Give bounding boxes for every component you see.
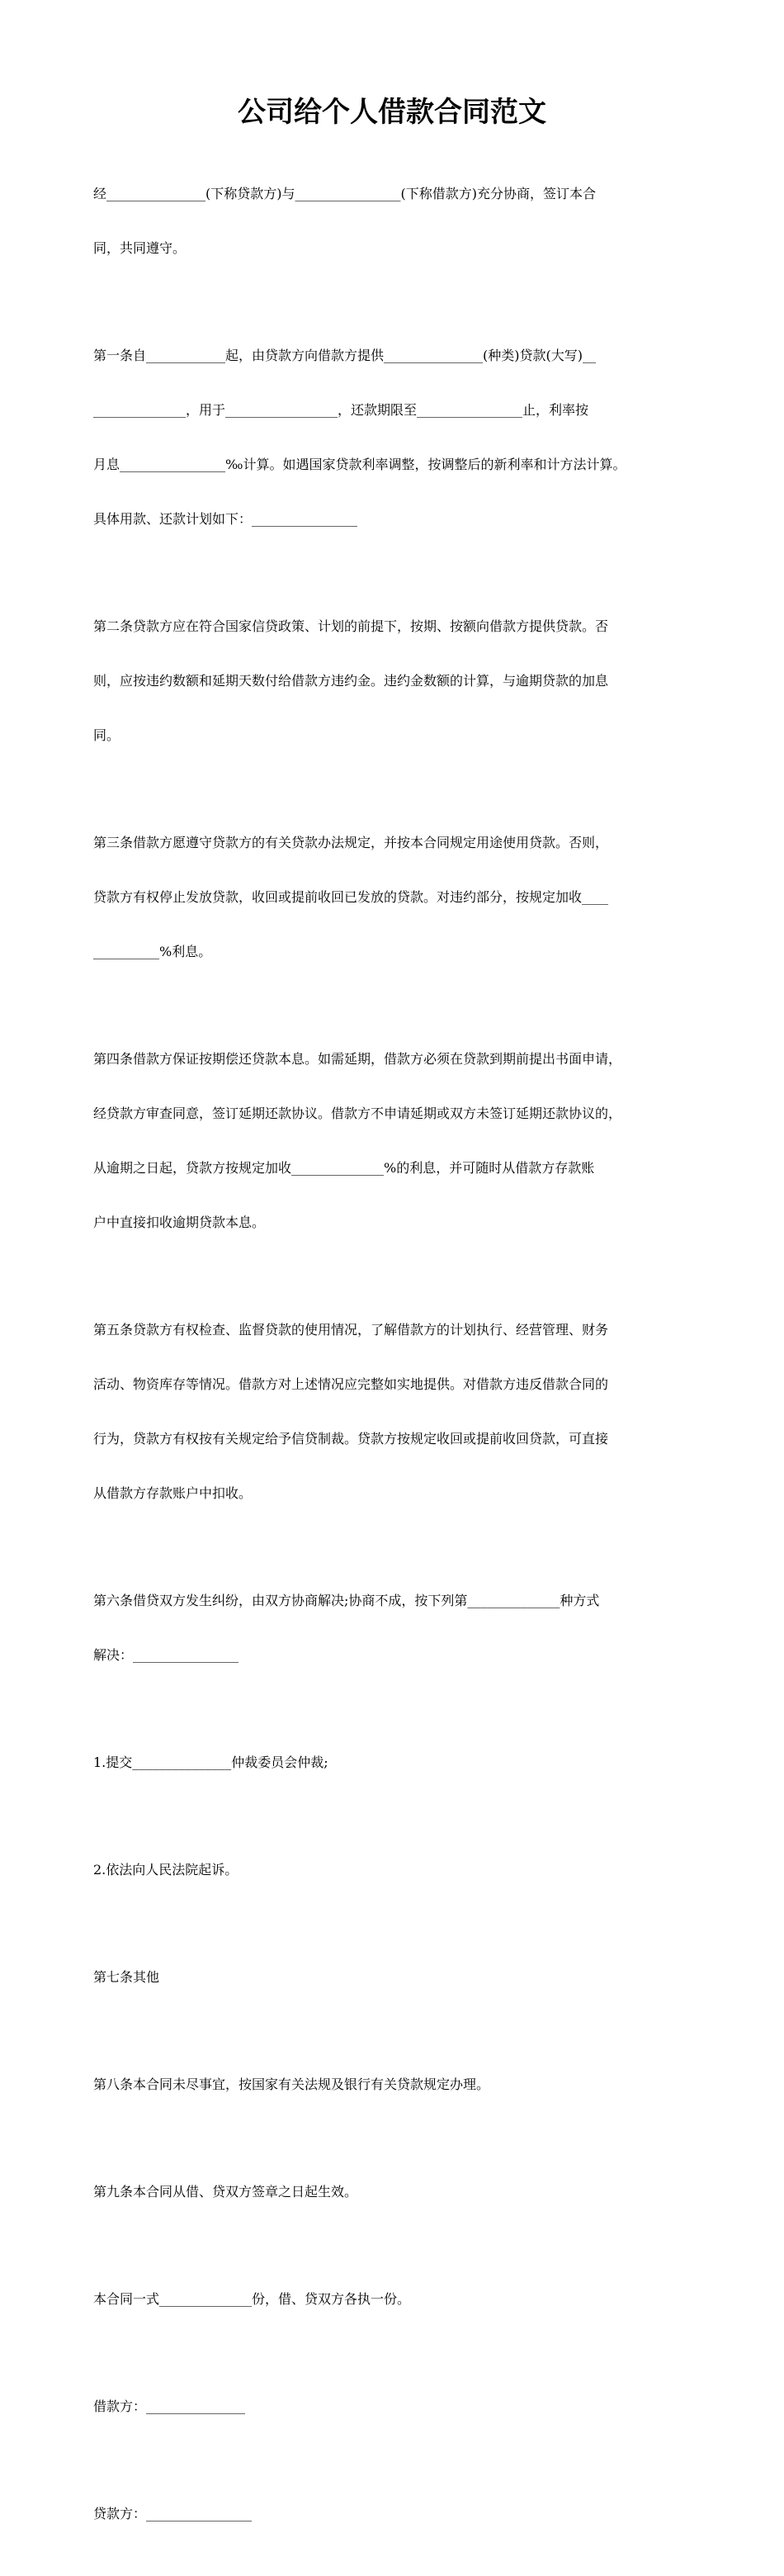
text-line: 1.提交_______________仲裁委员会仲裁; bbox=[93, 1754, 328, 1770]
text-line: 贷款方有权停止发放贷款，收回或提前收回已发放的贷款。对违约部分，按规定加收____ bbox=[93, 889, 609, 905]
text-line: __________%利息。 bbox=[93, 944, 212, 959]
signature-lender bbox=[93, 2469, 692, 2559]
paragraph-article-4 bbox=[93, 1014, 692, 1268]
paragraph-article-3 bbox=[93, 798, 692, 997]
paragraph-article-7 bbox=[93, 1932, 692, 2023]
text-line: ______________，用于_________________，还款期限至________________止，利率按 bbox=[93, 402, 589, 418]
paragraph-article-8 bbox=[93, 2039, 692, 2130]
paragraph-option-1 bbox=[93, 1717, 692, 1808]
paragraph-article-1 bbox=[93, 310, 692, 565]
text-line: 则，应按违约数额和延期天数付给借款方违约金。违约金数额的计算，与逾期贷款的加息 bbox=[93, 673, 609, 689]
text-line: 第五条贷款方有权检查、监督贷款的使用情况，了解借款方的计划执行、经营管理、财务 bbox=[93, 1322, 609, 1338]
paragraph-intro bbox=[93, 149, 692, 294]
text-line: 经贷款方审查同意，签订延期还款协议。借款方不申请延期或双方未签订延期还款协议的， bbox=[93, 1106, 622, 1121]
text-line: 活动、物资库存等情况。借款方对上述情况应完整如实地提供。对借款方违反借款合同的 bbox=[93, 1376, 609, 1392]
paragraph-copies bbox=[93, 2254, 692, 2345]
text-line: 第七条其他 bbox=[93, 1969, 160, 1985]
text-line: 第九条本合同从借、贷双方签章之日起生效。 bbox=[93, 2184, 358, 2200]
text-line: 行为，贷款方有权按有关规定给予信贷制裁。贷款方按规定收回或提前收回贷款，可直接 bbox=[93, 1431, 609, 1447]
text-line: 第一条自____________起，由贷款方向借款方提供_______________(种类)贷款(大写)__ bbox=[93, 348, 596, 363]
text-line: 解决：________________ bbox=[93, 1647, 239, 1663]
text-line: 借款方：_______________ bbox=[93, 2398, 246, 2414]
text-line: 从逾期之日起，贷款方按规定加收______________%的利息，并可随时从借款方存款账 bbox=[93, 1160, 595, 1176]
text-line: 户中直接扣收逾期贷款本息。 bbox=[93, 1215, 266, 1230]
text-line: 从借款方存款账户中扣收。 bbox=[93, 1485, 253, 1501]
text-line: 具体用款、还款计划如下：________________ bbox=[93, 511, 358, 527]
text-line: 同。 bbox=[93, 727, 120, 743]
text-line: 第二条贷款方应在符合国家信贷政策、计划的前提下，按期、按额向借款方提供贷款。否 bbox=[93, 618, 609, 634]
paragraph-article-2 bbox=[93, 581, 692, 781]
text-line: 本合同一式______________份，借、贷双方各执一份。 bbox=[93, 2291, 411, 2307]
text-line: 第六条借贷双方发生纠纷，由双方协商解决;协商不成，按下列第______________种方式 bbox=[93, 1593, 600, 1608]
text-line: 第八条本合同未尽事宜，按国家有关法规及银行有关贷款规定办理。 bbox=[93, 2076, 490, 2092]
paragraph-article-9 bbox=[93, 2147, 692, 2237]
paragraph-option-2 bbox=[93, 1825, 692, 1915]
document-title: 公司给个人借款合同范文 bbox=[238, 96, 546, 129]
text-line: 同，共同遵守。 bbox=[93, 240, 187, 256]
text-line: 经_______________(下称贷款方)与________________(下称借款方)充分协商，签订本合 bbox=[93, 186, 596, 201]
document-body bbox=[93, 149, 692, 2576]
signature-borrower bbox=[93, 2361, 692, 2452]
text-line: 月息________________‰计算。如遇国家贷款利率调整，按调整后的新利率和计方法计算。 bbox=[93, 457, 626, 472]
paragraph-article-5 bbox=[93, 1285, 692, 1539]
text-line: 2.依法向人民法院起诉。 bbox=[93, 1862, 239, 1878]
text-line: 贷款方：________________ bbox=[93, 2506, 253, 2522]
paragraph-article-6 bbox=[93, 1556, 692, 1701]
text-line: 第三条借款方愿遵守贷款方的有关贷款办法规定，并按本合同规定用途使用贷款。否则， bbox=[93, 835, 609, 850]
text-line: 第四条借款方保证按期偿还贷款本息。如需延期，借款方必须在贷款到期前提出书面申请， bbox=[93, 1051, 622, 1067]
